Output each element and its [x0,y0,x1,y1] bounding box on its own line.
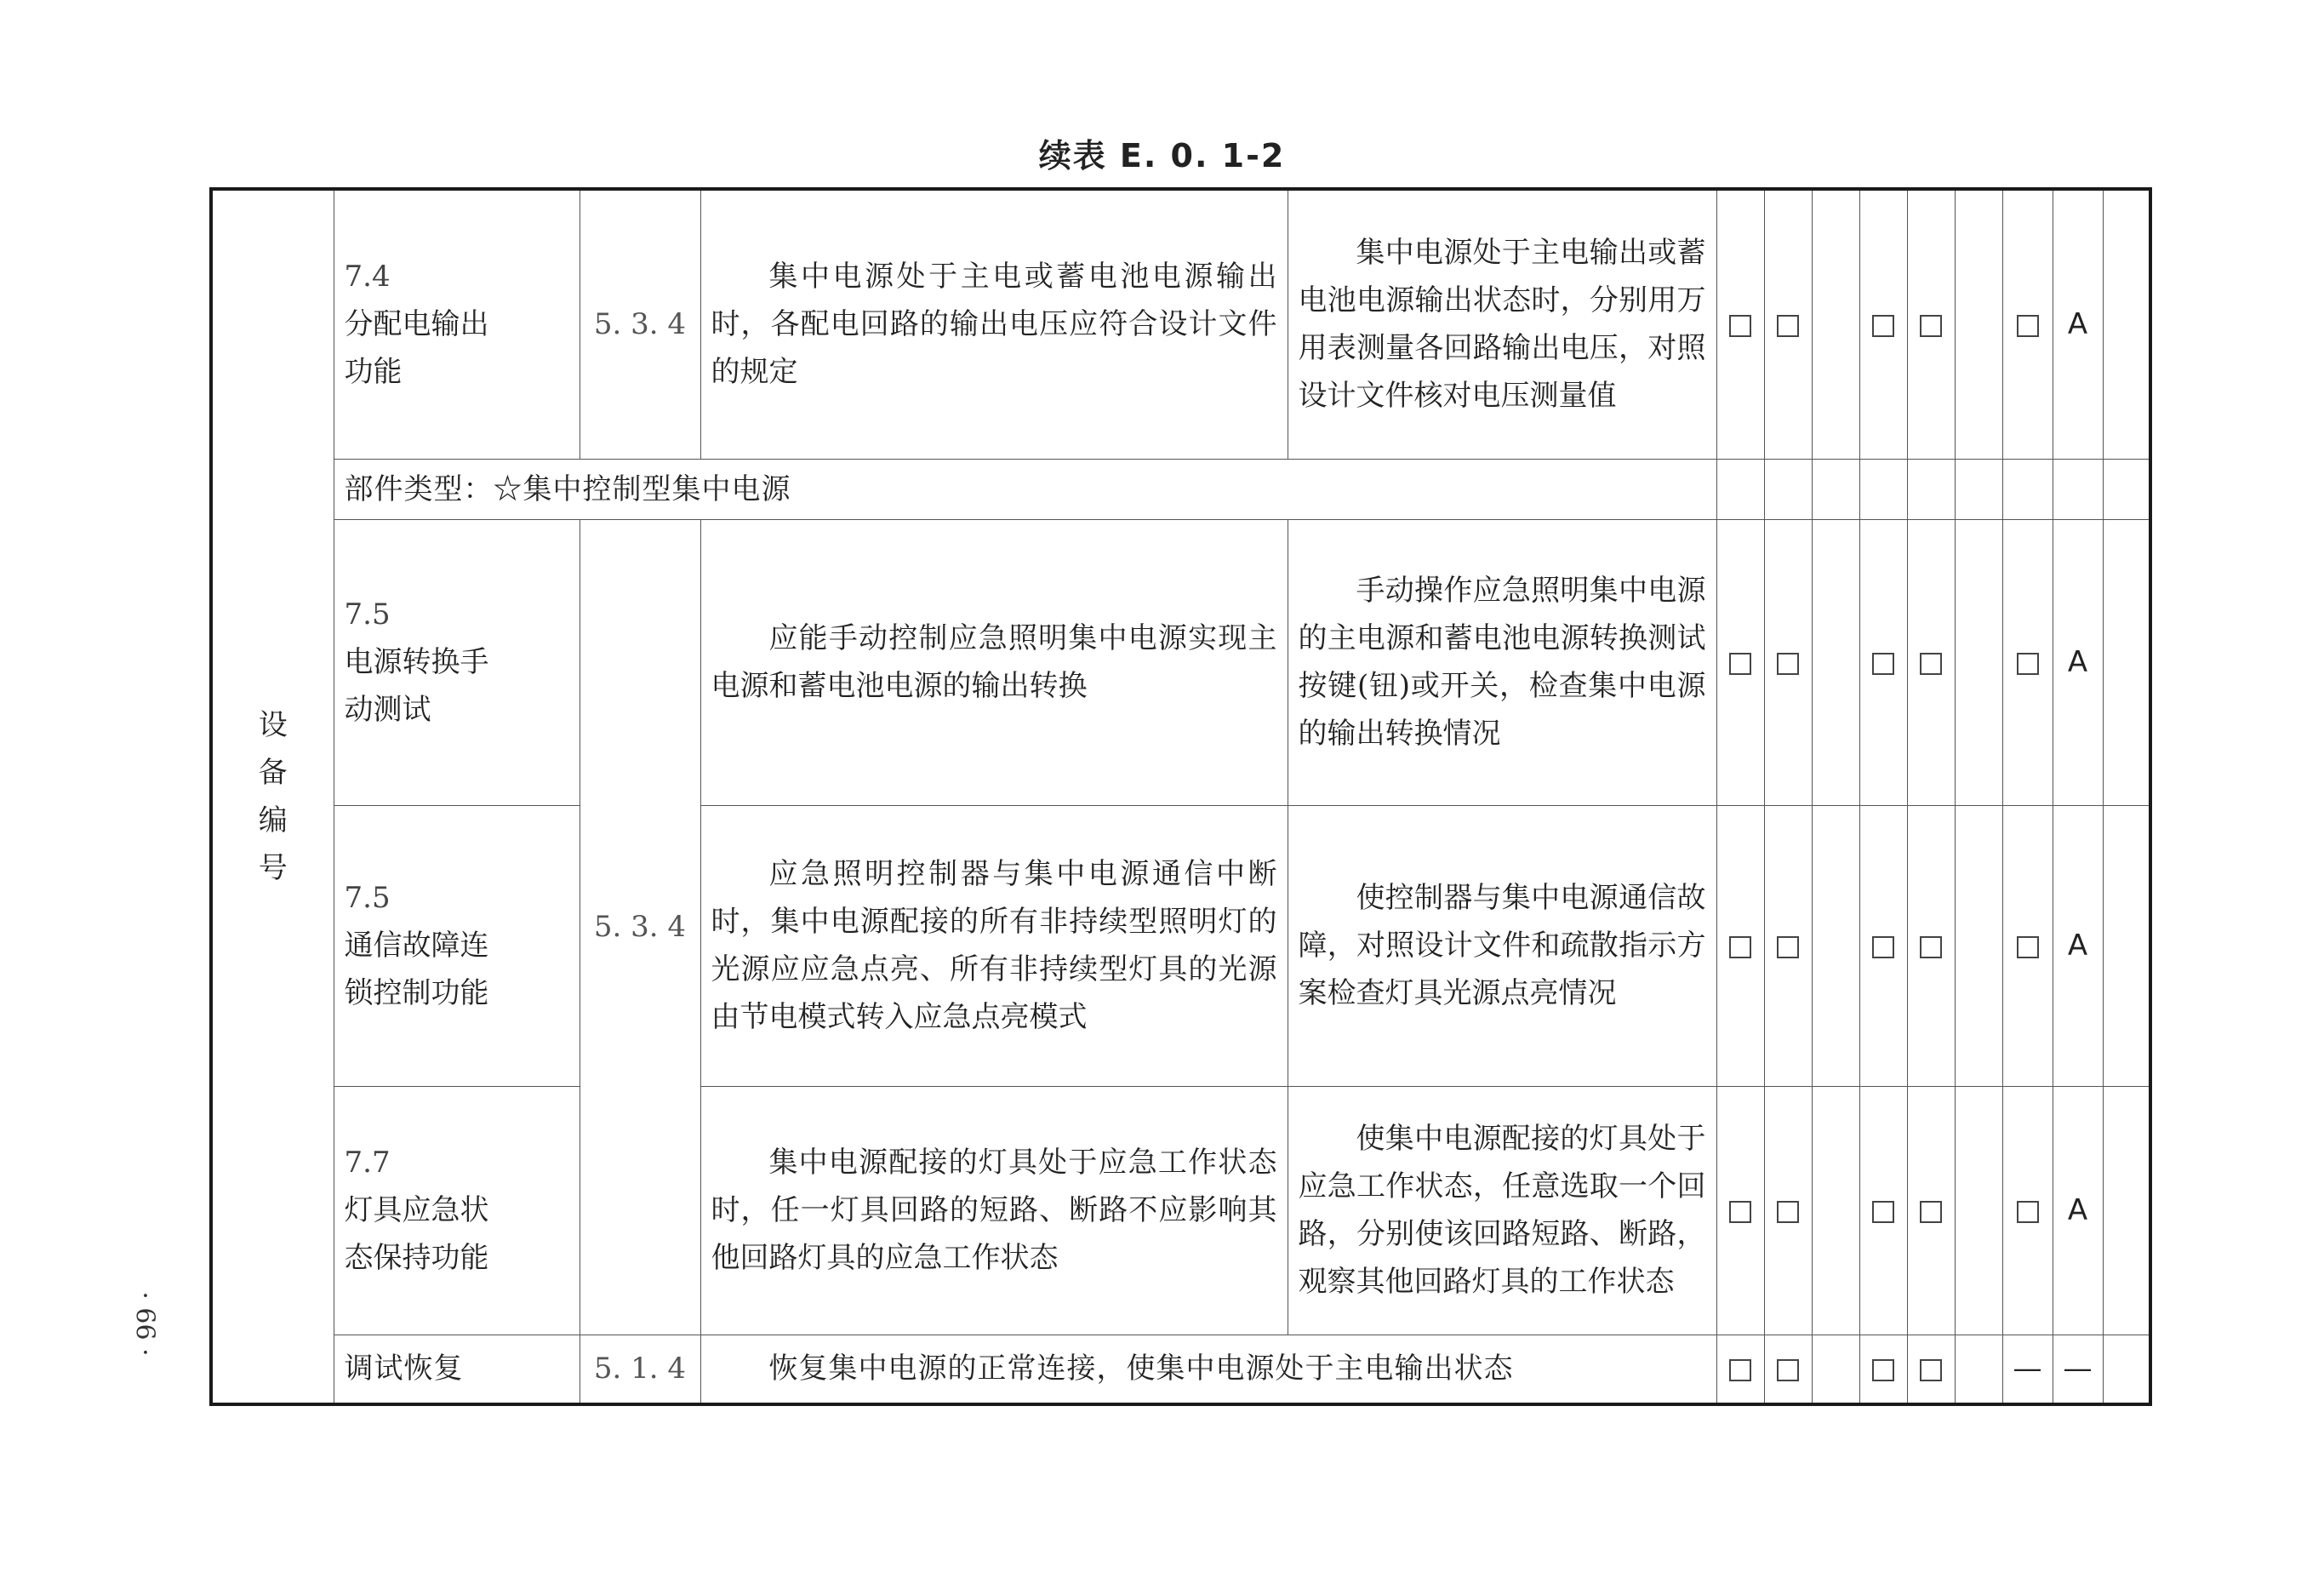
empty-cell [2103,519,2150,805]
method-cell: 使控制器与集中电源通信故障，对照设计文件和疏散指示方案检查灯具光源点亮情况 [1288,805,1716,1086]
item-name: 分配电输出功能 [344,307,489,390]
empty-cell [1955,189,2002,459]
checkbox[interactable] [1729,653,1751,675]
checkbox[interactable] [1777,315,1799,337]
empty-cell [2103,1335,2150,1404]
empty-cell [2103,805,2150,1086]
item-name: 电源转换手动测试 [344,645,489,727]
empty-cell [1812,459,1859,519]
checkbox[interactable] [1777,936,1799,958]
check-cell [1716,189,1764,459]
requirement-cell: 应能手动控制应急照明集中电源实现主电源和蓄电池电源的输出转换 [700,519,1288,805]
empty-cell [1812,1086,1859,1335]
item-number: 7.7 [344,1146,391,1180]
empty-cell [2002,459,2053,519]
empty-cell [1907,459,1955,519]
check-cell [1716,1086,1764,1335]
checkbox[interactable] [2017,315,2039,337]
table-row [211,1086,2150,1335]
requirement-cell: 应急照明控制器与集中电源通信中断时，集中电源配接的所有非持续型照明灯的光源应应急点亮、所有非持续型灯具的光源由节电模式转入应急点亮模式 [700,805,1288,1086]
section-header: 部件类型：☆集中控制型集中电源 [334,459,1716,519]
check-cell [2002,189,2053,459]
check-cell [2002,805,2053,1086]
empty-cell [2103,189,2150,459]
summary-item: 调试恢复 [334,1335,580,1404]
checkbox[interactable] [1777,1201,1799,1223]
empty-cell [1955,519,2002,805]
check-cell [1859,805,1907,1086]
checkbox[interactable] [2017,936,2039,958]
empty-cell [1812,519,1859,805]
empty-cell [1812,1335,1859,1404]
grade-cell: A [2053,519,2103,805]
checkbox[interactable] [1920,653,1942,675]
device-id-label: 设备编号 [258,708,288,885]
empty-cell [1955,459,2002,519]
table-row [211,519,2150,805]
table-title: 续表 E. 0. 1-2 [1038,137,1286,174]
checkbox[interactable] [2017,1201,2039,1223]
summary-text: 恢复集中电源的正常连接，使集中电源处于主电输出状态 [700,1335,1716,1404]
check-cell [1764,805,1812,1086]
table-row [211,805,2150,1086]
item-name: 灯具应急状态保持功能 [344,1193,489,1275]
empty-cell [2053,459,2103,519]
checkbox[interactable] [1872,1201,1894,1223]
checkbox[interactable] [1872,315,1894,337]
checkbox[interactable] [1920,1201,1942,1223]
requirement-cell: 集中电源处于主电或蓄电池电源输出时，各配电回路的输出电压应符合设计文件的规定 [700,189,1288,459]
checkbox[interactable] [1920,936,1942,958]
empty-cell [2103,459,2150,519]
check-cell [1764,519,1812,805]
requirement-cell: 集中电源配接的灯具处于应急工作状态时，任一灯具回路的短路、断路不应影响其他回路灯具的应急工作状态 [700,1086,1288,1335]
checkbox[interactable] [1777,653,1799,675]
summary-clause: 5. 1. 4 [580,1335,700,1404]
method-cell: 集中电源处于主电输出或蓄电池电源输出状态时，分别用万用表测量各回路输出电压，对照设计文件核对电压测量值 [1288,189,1716,459]
empty-cell [1812,805,1859,1086]
checkbox[interactable] [1729,1359,1751,1381]
empty-cell [2103,1086,2150,1335]
checkbox[interactable] [2017,653,2039,675]
checkbox[interactable] [1872,936,1894,958]
check-cell [1859,189,1907,459]
check-cell [1764,1335,1812,1404]
check-cell [1907,805,1955,1086]
inspection-table [209,187,2152,1406]
checkbox[interactable] [1872,1359,1894,1381]
check-cell [2002,1086,2053,1335]
check-cell [1907,1086,1955,1335]
check-cell [1907,189,1955,459]
grade-cell: A [2053,805,2103,1086]
grade-cell: A [2053,189,2103,459]
item-cell [334,519,580,805]
checkbox[interactable] [1777,1359,1799,1381]
check-cell [1859,1335,1907,1404]
page-number-text: · 66 · [129,1290,160,1357]
item-cell [334,1086,580,1335]
check-cell [1716,519,1764,805]
page-number [128,1260,162,1387]
checkbox[interactable] [1872,653,1894,675]
check-cell [2002,519,2053,805]
check-cell [1764,189,1812,459]
grade-cell: A [2053,1086,2103,1335]
empty-cell [1955,1086,2002,1335]
empty-cell [1812,189,1859,459]
check-cell [1716,805,1764,1086]
dash-cell: — [2053,1335,2103,1404]
empty-cell [1955,1335,2002,1404]
clause-cell: 5. 3. 4 [580,519,700,1335]
check-cell [1764,1086,1812,1335]
item-name: 通信故障连锁控制功能 [344,929,489,1010]
table-row [211,1335,2150,1404]
method-cell: 使集中电源配接的灯具处于应急工作状态，任意选取一个回路，分别使该回路短路、断路，观察其他回路灯具的工作状态 [1288,1086,1716,1335]
empty-cell [1859,459,1907,519]
item-number: 7.5 [344,597,391,632]
table-row [211,459,2150,519]
item-number: 7.5 [344,881,391,915]
checkbox[interactable] [1729,936,1751,958]
checkbox[interactable] [1729,315,1751,337]
check-cell [1716,1335,1764,1404]
empty-cell [1764,459,1812,519]
check-cell [1907,519,1955,805]
checkbox[interactable] [1920,315,1942,337]
check-cell [1859,519,1907,805]
check-cell [1907,1335,1955,1404]
empty-cell [1716,459,1764,519]
checkbox[interactable] [1729,1201,1751,1223]
table-row [211,189,2150,459]
item-cell [334,805,580,1086]
item-cell [334,189,580,459]
dash-cell: — [2002,1335,2053,1404]
item-number: 7.4 [344,260,391,294]
check-cell [1859,1086,1907,1335]
checkbox[interactable] [1920,1359,1942,1381]
clause-cell: 5. 3. 4 [580,189,700,459]
method-cell: 手动操作应急照明集中电源的主电源和蓄电池电源转换测试按键(钮)或开关，检查集中电源的输出转换情况 [1288,519,1716,805]
empty-cell [1955,805,2002,1086]
device-id-cell [211,189,334,1404]
